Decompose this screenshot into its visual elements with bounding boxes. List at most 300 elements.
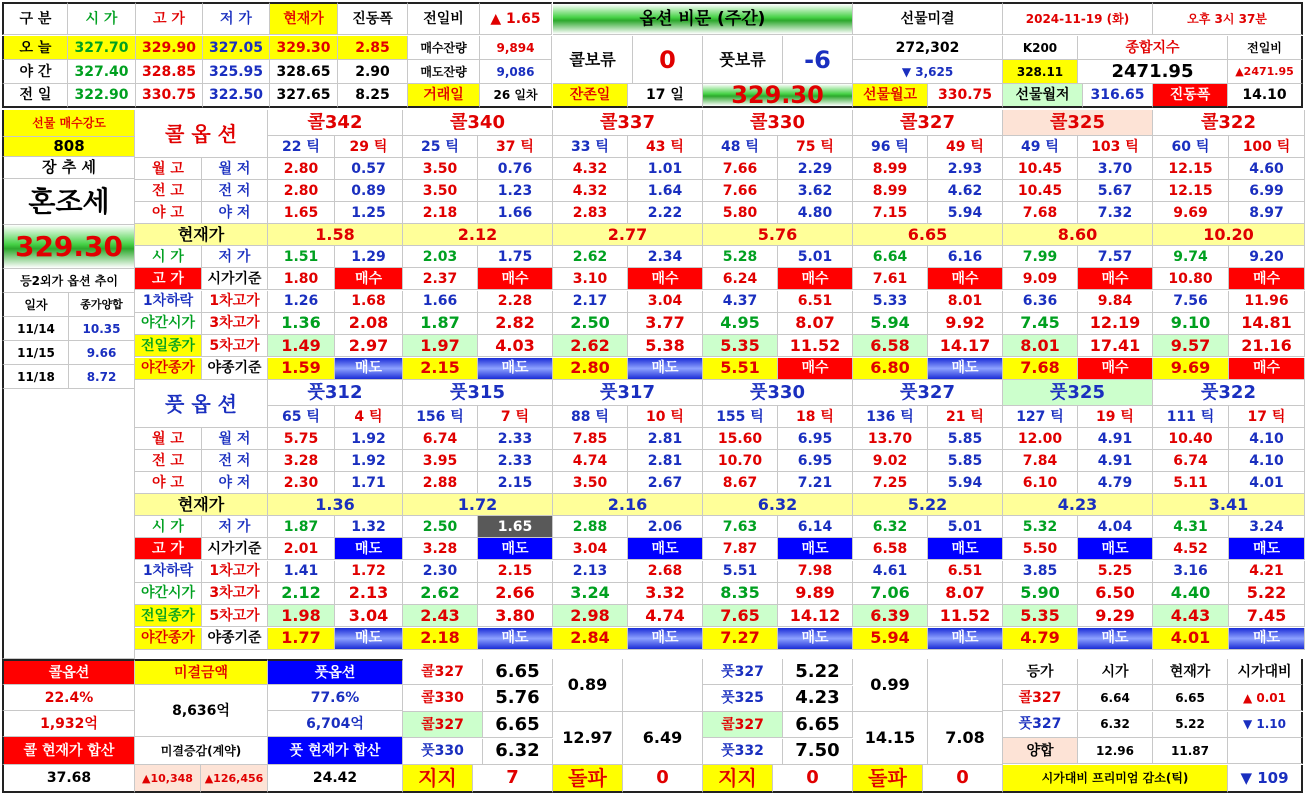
mid1-b: 12.97 [553, 712, 623, 765]
put-night: 4.01 [1153, 628, 1229, 650]
call-d3h: 12.19 [1078, 313, 1153, 335]
ohlc-1-2: 328.85 [136, 60, 203, 84]
call-night-signal[interactable]: 매수 [1229, 358, 1305, 380]
call-tick: 37 틱 [478, 136, 553, 158]
put-low: 4.10 [1229, 428, 1305, 450]
call-high: 2.18 [403, 202, 478, 224]
put-d3: 2.62 [403, 583, 478, 605]
ohlc-2-5: 8.25 [338, 84, 408, 108]
put-low: 2.33 [478, 428, 553, 450]
put-open: 4.31 [1153, 516, 1229, 538]
put-night-signal[interactable]: 매도 [335, 628, 403, 650]
vibration-label: 진동폭 [1153, 84, 1228, 108]
eq-cell: ▼ 1.10 [1228, 712, 1303, 738]
put-high: 15.60 [703, 428, 778, 450]
call-d1: 1.26 [268, 291, 335, 313]
call-signal[interactable]: 매수 [1078, 268, 1153, 290]
call-high2: 9.09 [1003, 268, 1078, 290]
put-d1: 4.61 [853, 561, 928, 583]
call-low: 0.57 [335, 158, 403, 180]
vibration: 14.10 [1228, 84, 1303, 108]
eq-cell: 11.87 [1153, 738, 1228, 764]
call-lbl2: 5차고가 [202, 335, 268, 357]
call-d3h: 8.07 [778, 313, 853, 335]
kospi-change: ▲2471.95 [1228, 60, 1303, 84]
buy-rem: 9,894 [480, 36, 552, 60]
call-current: 2.77 [553, 224, 703, 246]
call-tick: 49 틱 [1003, 136, 1078, 158]
oi-label: 미결금액 [135, 659, 268, 685]
sr-value: 0 [623, 765, 703, 793]
mid1-c: 6.49 [623, 712, 703, 765]
call-high2: 6.24 [703, 268, 778, 290]
hist-date: 11/18 [2, 365, 69, 389]
call-night-signal[interactable]: 매도 [478, 358, 553, 380]
ohlc-2-3: 322.50 [203, 84, 270, 108]
call-strike: 콜325 [1003, 110, 1153, 136]
call-d1h: 11.96 [1229, 291, 1305, 313]
call-lbl2: 1차하락 [135, 291, 202, 313]
put-low: 5.85 [928, 428, 1003, 450]
put-d5: 6.39 [853, 605, 928, 627]
call-low: 4.60 [1229, 158, 1305, 180]
call-open: 9.74 [1153, 246, 1229, 268]
put-lbl2: 5차고가 [202, 605, 268, 627]
put-low: 2.15 [478, 472, 553, 494]
month-high: 330.75 [928, 84, 1003, 108]
put-low: 1.92 [335, 450, 403, 472]
put-d5: 4.43 [1153, 605, 1229, 627]
call-amt: 1,932억 [2, 711, 135, 737]
call-hold-label: 콜보류 [553, 36, 633, 84]
ohlc-0-4: 329.30 [270, 36, 338, 60]
put-high2: 3.04 [553, 538, 628, 560]
call-high: 8.99 [853, 158, 928, 180]
put-d3h: 9.89 [778, 583, 853, 605]
oi-amount: 8,636억 [135, 685, 268, 737]
call-low2: 6.16 [928, 246, 1003, 268]
put-night-signal[interactable]: 매도 [628, 628, 703, 650]
call-lbl: 야 저 [202, 202, 268, 224]
call-low2: 7.57 [1078, 246, 1153, 268]
put-tick: 19 틱 [1078, 406, 1153, 428]
call-low: 4.62 [928, 180, 1003, 202]
put-tick: 88 틱 [553, 406, 628, 428]
remain: 17 일 [628, 84, 703, 108]
call-d3h: 2.82 [478, 313, 553, 335]
sr-label: 돌파 [553, 765, 623, 793]
put-signal[interactable]: 매도 [1229, 538, 1305, 560]
current-price-big: 329.30 [703, 84, 853, 108]
call-d5h: 14.17 [928, 335, 1003, 357]
call-title: 콜 옵 션 [135, 110, 268, 158]
date: 2024-11-19 (화) [1003, 2, 1153, 35]
ohlc-2-4: 327.65 [270, 84, 338, 108]
put-night: 1.77 [268, 628, 335, 650]
put-strike: 풋330 [703, 380, 853, 406]
call-d1: 7.56 [1153, 291, 1229, 313]
call-low: 1.66 [478, 202, 553, 224]
put-tick: 7 틱 [478, 406, 553, 428]
call-d5: 9.57 [1153, 335, 1229, 357]
strength-label: 선물 매수강도 [2, 110, 135, 137]
call-high: 10.45 [1003, 158, 1078, 180]
call-signal[interactable]: 매수 [1229, 268, 1305, 290]
put-night: 5.94 [853, 628, 928, 650]
call-d1: 5.33 [853, 291, 928, 313]
put-d5: 2.98 [553, 605, 628, 627]
hist-sum-h: 종가양합 [69, 293, 135, 317]
call-high: 7.66 [703, 180, 778, 202]
put-current: 6.32 [703, 494, 853, 516]
call-high: 9.69 [1153, 202, 1229, 224]
put-cur-label: 현재가 [135, 494, 268, 516]
call-night-signal[interactable]: 매도 [628, 358, 703, 380]
put-low: 2.81 [628, 450, 703, 472]
put-amt: 6,704억 [268, 711, 403, 737]
sr-value: 7 [473, 765, 553, 793]
put-signal[interactable]: 매도 [335, 538, 403, 560]
put-night-signal[interactable]: 매도 [1229, 628, 1305, 650]
call-cur-label: 현재가 [135, 224, 268, 246]
call-lbl2: 저 가 [202, 246, 268, 268]
header-4: 현재가 [270, 2, 338, 35]
buy-rem-label: 매수잔량 [408, 36, 480, 60]
put-tick: 21 틱 [928, 406, 1003, 428]
call-d1h: 2.28 [478, 291, 553, 313]
month-high-label: 선물월고 [853, 84, 928, 108]
call-lbl: 월 저 [202, 158, 268, 180]
put-signal[interactable]: 매도 [778, 538, 853, 560]
call-high: 3.50 [403, 180, 478, 202]
put-tick: 155 틱 [703, 406, 778, 428]
call-tick: 25 틱 [403, 136, 478, 158]
put-high: 13.70 [853, 428, 928, 450]
hist-date-h: 일자 [2, 293, 69, 317]
kospi: 2471.95 [1078, 60, 1228, 84]
put-low: 2.67 [628, 472, 703, 494]
call-signal[interactable]: 매수 [778, 268, 853, 290]
put-d1h: 1.72 [335, 561, 403, 583]
mid2-a: 0.99 [853, 659, 928, 712]
left-blank [2, 389, 135, 659]
call-signal[interactable]: 매수 [628, 268, 703, 290]
call-current: 6.65 [853, 224, 1003, 246]
put-low: 6.95 [778, 428, 853, 450]
call-sum: 37.68 [2, 765, 135, 793]
oi-chg2: ▲126,456 [201, 765, 268, 793]
call-high2: 7.61 [853, 268, 928, 290]
premium-label: 시가대비 프리미엄 감소(틱) [1003, 765, 1228, 793]
put-d1: 5.51 [703, 561, 778, 583]
trend-label: 장 추 세 [2, 157, 135, 179]
call-opt-label: 콜옵션 [2, 659, 135, 685]
call-open: 7.99 [1003, 246, 1078, 268]
pair2-value: 5.22 [783, 659, 853, 685]
put-d5h: 14.12 [778, 605, 853, 627]
call-low: 3.70 [1078, 158, 1153, 180]
call-hold: 0 [633, 36, 703, 84]
call-d1h: 3.04 [628, 291, 703, 313]
call-d1h: 6.51 [778, 291, 853, 313]
call-open: 6.64 [853, 246, 928, 268]
call-current: 1.58 [268, 224, 403, 246]
call-high: 10.45 [1003, 180, 1078, 202]
put-d3h: 8.07 [928, 583, 1003, 605]
pair2-value: 7.50 [783, 739, 853, 765]
call-night-signal[interactable]: 매수 [1078, 358, 1153, 380]
put-open: 7.63 [703, 516, 778, 538]
put-sum: 24.42 [268, 765, 403, 793]
call-lbl2: 야간시가 [135, 313, 202, 335]
put-strike: 풋317 [553, 380, 703, 406]
put-d1: 3.85 [1003, 561, 1078, 583]
call-d5: 2.62 [553, 335, 628, 357]
call-d3h: 14.81 [1229, 313, 1305, 335]
put-signal[interactable]: 매도 [628, 538, 703, 560]
fut-open-label: 선물미결 [853, 2, 1003, 35]
pair2-name: 풋327 [703, 659, 783, 685]
put-signal[interactable]: 매도 [1078, 538, 1153, 560]
put-tick: 156 틱 [403, 406, 478, 428]
mid2-b: 14.15 [853, 712, 928, 765]
put-d1h: 6.51 [928, 561, 1003, 583]
prev-label: 전일비 [1228, 36, 1303, 60]
call-signal[interactable]: 매수 [928, 268, 1003, 290]
put-tick: 18 틱 [778, 406, 853, 428]
call-low: 3.62 [778, 180, 853, 202]
pair1-value: 6.65 [483, 659, 553, 685]
put-high: 7.85 [553, 428, 628, 450]
ohlc-1-0: 야 간 [2, 60, 68, 84]
put-low: 5.85 [928, 450, 1003, 472]
put-night-signal[interactable]: 매도 [1078, 628, 1153, 650]
call-lbl2: 전일종가 [135, 335, 202, 357]
call-low: 7.32 [1078, 202, 1153, 224]
call-tick: 33 틱 [553, 136, 628, 158]
put-d5: 2.43 [403, 605, 478, 627]
header-0: 구 분 [2, 2, 68, 35]
ohlc-2-0: 전 일 [2, 84, 68, 108]
ohlc-0-3: 327.05 [203, 36, 270, 60]
call-low: 4.80 [778, 202, 853, 224]
call-low: 5.67 [1078, 180, 1153, 202]
eq-cell: 6.64 [1078, 685, 1153, 711]
call-open: 5.28 [703, 246, 778, 268]
put-lbl2: 1차하락 [135, 561, 202, 583]
put-d3: 2.12 [268, 583, 335, 605]
call-d3h: 2.08 [335, 313, 403, 335]
put-night-signal[interactable]: 매도 [928, 628, 1003, 650]
put-open: 1.87 [268, 516, 335, 538]
eq-cell: 양합 [1003, 738, 1078, 764]
eq-cell: 6.65 [1153, 685, 1228, 711]
put-d1h: 2.68 [628, 561, 703, 583]
put-low: 2.81 [628, 428, 703, 450]
put-high: 4.74 [553, 450, 628, 472]
eq-cell: 6.32 [1078, 712, 1153, 738]
call-low2: 1.29 [335, 246, 403, 268]
call-strike: 콜337 [553, 110, 703, 136]
call-d3: 4.95 [703, 313, 778, 335]
call-low: 1.64 [628, 180, 703, 202]
put-high: 9.02 [853, 450, 928, 472]
call-d5: 6.58 [853, 335, 928, 357]
put-high: 8.67 [703, 472, 778, 494]
put-tick: 65 틱 [268, 406, 335, 428]
call-low: 5.94 [928, 202, 1003, 224]
put-d3: 3.24 [553, 583, 628, 605]
call-d1: 2.17 [553, 291, 628, 313]
call-strike: 콜322 [1153, 110, 1305, 136]
call-low: 2.29 [778, 158, 853, 180]
put-open: 6.32 [853, 516, 928, 538]
call-low2: 1.75 [478, 246, 553, 268]
put-high: 2.30 [268, 472, 335, 494]
put-d1h: 2.15 [478, 561, 553, 583]
put-high: 3.28 [268, 450, 335, 472]
put-tick: 4 틱 [335, 406, 403, 428]
put-d1: 2.30 [403, 561, 478, 583]
call-d5: 8.01 [1003, 335, 1078, 357]
put-low2: 3.24 [1229, 516, 1305, 538]
put-lbl2: 야종기준 [202, 628, 268, 650]
put-high: 6.10 [1003, 472, 1078, 494]
header-6: 전일비 [408, 2, 480, 35]
hist-sum: 9.66 [69, 341, 135, 365]
put-d3: 5.90 [1003, 583, 1078, 605]
remain-label: 잔존일 [553, 84, 628, 108]
put-high2: 3.28 [403, 538, 478, 560]
call-low: 1.23 [478, 180, 553, 202]
call-signal[interactable]: 매수 [335, 268, 403, 290]
call-tick: 75 틱 [778, 136, 853, 158]
put-lbl2: 저 가 [202, 516, 268, 538]
put-lbl: 전 고 [135, 450, 202, 472]
eq-cell [1228, 738, 1303, 764]
put-night: 7.27 [703, 628, 778, 650]
call-strike: 콜342 [268, 110, 403, 136]
put-strike: 풋322 [1153, 380, 1305, 406]
put-d5: 5.35 [1003, 605, 1078, 627]
oi-chg1: ▲10,348 [135, 765, 201, 793]
put-hold-label: 풋보류 [703, 36, 783, 84]
put-d1h: 7.98 [778, 561, 853, 583]
call-signal[interactable]: 매수 [478, 268, 553, 290]
sell-rem: 9,086 [480, 60, 552, 84]
mid1-a: 0.89 [553, 659, 623, 712]
call-low: 8.97 [1229, 202, 1305, 224]
put-low: 4.91 [1078, 450, 1153, 472]
put-lbl2: 고 가 [135, 538, 202, 560]
call-current: 10.20 [1153, 224, 1305, 246]
put-high: 5.75 [268, 428, 335, 450]
put-d5h: 9.29 [1078, 605, 1153, 627]
trend: 혼조세 [2, 179, 135, 225]
call-d5: 1.49 [268, 335, 335, 357]
call-current: 5.76 [703, 224, 853, 246]
put-current: 4.23 [1003, 494, 1153, 516]
put-high: 3.95 [403, 450, 478, 472]
put-tick: 111 틱 [1153, 406, 1229, 428]
call-d3: 7.45 [1003, 313, 1078, 335]
sr-label: 돌파 [853, 765, 923, 793]
call-night-signal[interactable]: 매도 [928, 358, 1003, 380]
eq-cell: 12.96 [1078, 738, 1153, 764]
put-high: 10.40 [1153, 428, 1229, 450]
call-night-signal[interactable]: 매수 [778, 358, 853, 380]
call-low: 2.22 [628, 202, 703, 224]
put-opt-label: 풋옵션 [268, 659, 403, 685]
put-d1: 3.16 [1153, 561, 1229, 583]
call-tick: 48 틱 [703, 136, 778, 158]
put-low2: 1.32 [335, 516, 403, 538]
fut-open-change: ▼ 3,625 [853, 60, 1003, 84]
ohlc-0-1: 327.70 [68, 36, 136, 60]
put-signal[interactable]: 매도 [478, 538, 553, 560]
put-d5h: 11.52 [928, 605, 1003, 627]
sell-rem-label: 매도잔량 [408, 60, 480, 84]
put-night-signal[interactable]: 매도 [778, 628, 853, 650]
put-low: 4.91 [1078, 428, 1153, 450]
put-signal[interactable]: 매도 [928, 538, 1003, 560]
call-sum-label: 콜 현재가 합산 [2, 737, 135, 765]
kospi-label: 종합지수 [1078, 36, 1228, 60]
call-tick: 43 틱 [628, 136, 703, 158]
price-big: 329.30 [2, 225, 135, 269]
call-night: 9.69 [1153, 358, 1229, 380]
ohlc-2-1: 322.90 [68, 84, 136, 108]
put-high2: 4.52 [1153, 538, 1229, 560]
call-high: 5.80 [703, 202, 778, 224]
call-high2: 1.80 [268, 268, 335, 290]
put-low2: 5.01 [928, 516, 1003, 538]
put-d3h: 2.13 [335, 583, 403, 605]
call-lbl2: 3차고가 [202, 313, 268, 335]
put-high: 12.00 [1003, 428, 1078, 450]
call-low: 6.99 [1229, 180, 1305, 202]
call-tick: 22 틱 [268, 136, 335, 158]
ohlc-0-0: 오 늘 [2, 36, 68, 60]
call-d3h: 3.77 [628, 313, 703, 335]
call-d5h: 2.97 [335, 335, 403, 357]
put-d1h: 4.21 [1229, 561, 1305, 583]
sr-value: 0 [923, 765, 1003, 793]
call-night-signal[interactable]: 매도 [335, 358, 403, 380]
ohlc-1-1: 327.40 [68, 60, 136, 84]
premium: ▼ 109 [1228, 765, 1303, 793]
call-d3: 5.94 [853, 313, 928, 335]
call-high2: 10.80 [1153, 268, 1229, 290]
header-5: 진동폭 [338, 2, 408, 35]
put-high: 6.74 [403, 428, 478, 450]
call-lbl: 월 고 [135, 158, 202, 180]
put-lbl2: 야간시가 [135, 583, 202, 605]
pair2-name: 풋325 [703, 686, 783, 712]
put-night-signal[interactable]: 매도 [478, 628, 553, 650]
call-low2: 9.20 [1229, 246, 1305, 268]
put-d3h: 6.50 [1078, 583, 1153, 605]
sr-label: 지지 [703, 765, 773, 793]
call-low: 0.89 [335, 180, 403, 202]
call-d3: 2.50 [553, 313, 628, 335]
call-night: 2.80 [553, 358, 628, 380]
call-open: 2.03 [403, 246, 478, 268]
put-hold: -6 [783, 36, 853, 84]
call-lbl: 야 고 [135, 202, 202, 224]
call-d1: 6.36 [1003, 291, 1078, 313]
put-d3h: 2.66 [478, 583, 553, 605]
